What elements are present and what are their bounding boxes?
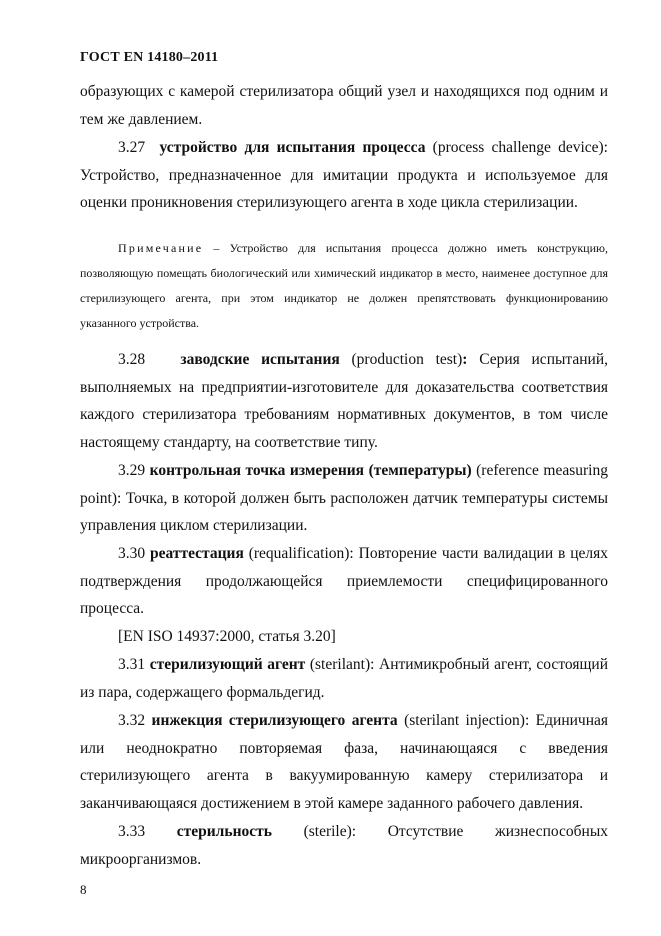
clause-term: контрольная точка измерения (температуры) — [149, 462, 472, 479]
clause-3-33 — [80, 818, 608, 873]
clause-definition: Отсутствие жизнеспособных микроорганизмов. — [80, 823, 608, 868]
clause-definition: Устройство, предназначенное для имитации продукта и используемое для оценки проникновения стерилизующего агента в ходе цикла стерилизации. — [80, 166, 608, 211]
note-label: Примечание — [118, 241, 204, 255]
clause-english-term: (sterile): — [303, 823, 357, 840]
clause-3-31 — [80, 651, 608, 706]
clause-definition: Серия испытаний, выполняемых на предприятии-изготовителе для доказательства соответствия каждого стерилизатора требованиям нормативных документов, в том числе настоящему стандарту, на соответствие типу. — [80, 351, 608, 451]
clause-number: 3.28 — [118, 351, 146, 368]
note-paragraph — [80, 236, 608, 336]
clause-english-term: (production test) — [351, 351, 463, 368]
clause-english-term: (process challenge device): — [432, 139, 608, 156]
clause-term: заводские испытания — [180, 351, 340, 368]
clause-number: 3.29 — [118, 462, 146, 479]
clause-term: стерилизующий агент — [149, 656, 306, 673]
clause-definition: Повторение части валидации в целях подтверждения продолжающейся приемлемости специфицированного процесса. — [80, 545, 609, 617]
clause-definition: Точка, в которой должен быть расположен датчик температуры системы управления циклом стерилизации. — [80, 489, 609, 534]
clause-3-30-reference: [EN ISO 14937:2000, статья 3.20] — [118, 628, 336, 645]
clause-term: реаттестация — [150, 545, 244, 562]
clause-number: 3.32 — [118, 712, 146, 729]
clause-number: 3.31 — [118, 656, 146, 673]
clause-number: 3.27 — [118, 139, 146, 156]
clause-number: 3.33 — [118, 823, 146, 840]
clause-3-27 — [80, 134, 608, 217]
document-header: ГОСТ EN 14180–2011 — [80, 50, 219, 65]
page-number: 8 — [80, 882, 87, 897]
clause-term: устройство для испытания процесса — [159, 139, 426, 156]
clause-3-28 — [80, 346, 608, 456]
clause-3-29 — [80, 457, 608, 540]
clause-term: инжекция стерилизующего агента — [151, 712, 398, 729]
clause-english-term: (reference measuring point): — [80, 462, 608, 507]
clause-english-term: (sterilant injection): — [404, 712, 530, 729]
clause-colon: : — [462, 351, 468, 368]
clause-english-term: (sterilant): — [309, 656, 375, 673]
clause-definition: Антимикробный агент, состоящий из пара, содержащего формальдегид. — [80, 656, 608, 701]
clause-english-term: (requalification): — [248, 545, 354, 562]
clause-number: 3.30 — [118, 545, 146, 562]
clause-3-30 — [80, 540, 608, 623]
note-text: – Устройство для испытания процесса должно иметь конструкцию, позволяющую помещать биологический или химический индикатор в место, наименее доступное для стерилизующего агента, при этом индикатор не должен препятствовать функционированию указанного устройства. — [80, 241, 608, 330]
clause-definition: Единичная или неоднократно повторяемая фаза, начинающаяся с введения стерилизующего агента в вакуумированную камеру стерилизатора и заканчивающаяся достижением в этой камере заданного рабочего давления. — [80, 712, 609, 812]
clause-3-32 — [80, 707, 608, 817]
continuation-paragraph: образующих с камерой стерилизатора общий узел и находящихся под одним и тем же давлением. — [80, 83, 608, 128]
clause-term: стерильность — [176, 823, 272, 840]
